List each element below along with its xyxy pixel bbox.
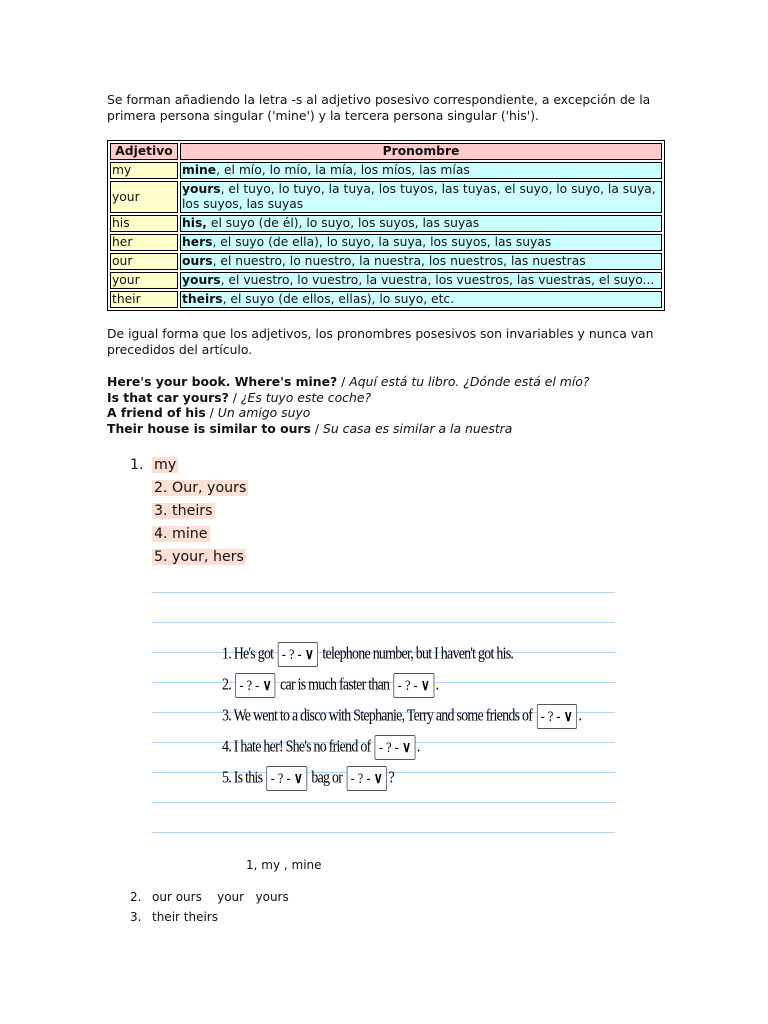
dropdown-value: - ? - [378,740,399,756]
dropdown-value: - ? - [270,771,291,787]
pronoun-bold: hers [182,235,213,249]
pronoun-translations: , el nuestro, lo nuestro, la nuestra, los nuestros, las nuestras [212,254,586,268]
example-separator: / [337,374,350,389]
example-spanish: ¿Es tuyo este coche? [240,389,372,405]
answer-dropdown[interactable] [278,642,318,667]
intro-paragraph: Se forman añadiendo la letra -s al adjetivo posesivo correspondiente, a excepción de la primera persona singular ('mine') y la tercera persona singular ('his'). [107,92,651,123]
table-row [110,253,662,270]
chevron-down-icon: ∨ [293,771,303,787]
adjective-cell: her [110,234,178,251]
answer-text: my [154,457,177,473]
example-english: Is that car yours? [107,389,229,405]
list-item [130,887,289,907]
example-spanish: Su casa es similar a la nuestra [322,420,513,436]
pronoun-cell [180,181,662,213]
answer-dropdown[interactable] [347,766,387,791]
exercise-text: 3. We went to a disco with Stephanie, Terry and some friends of [222,705,533,725]
chevron-down-icon: ∨ [420,678,430,694]
dropdown-value: - ? - [350,771,371,787]
example-spanish: Aquí está tu libro. ¿Dónde está el mío? [349,374,590,389]
example-separator: / [310,420,323,436]
exercise-line-3 [222,704,581,729]
answer-dropdown[interactable] [375,735,415,760]
pronoun-cell [180,272,662,289]
bottom-list [130,887,289,927]
list-item [130,547,248,570]
chevron-down-icon: ∨ [304,647,314,663]
invariable-paragraph: De igual forma que los adjetivos, los pronombres posesivos son invariables y nunca van precedidos del artículo. [107,326,654,357]
column-header-pronombre: Pronombre [180,143,662,160]
pronoun-bold: mine [182,163,217,177]
adjective-cell: our [110,253,178,270]
pronoun-bold: yours [182,182,221,196]
pronoun-bold: his, [182,216,207,230]
example-separator: / [228,389,241,405]
example-line [107,374,589,390]
adjective-cell: my [110,162,178,179]
answer-text: 4. mine [154,526,208,542]
dropdown-value: - ? - [239,678,260,694]
list-number: 1. [130,457,144,473]
example-english: A friend of his [107,405,206,420]
answer-dropdown[interactable] [394,673,434,698]
possessive-table [107,140,665,311]
list-text: our ours your yours [152,890,289,904]
chevron-down-icon: ∨ [563,709,573,725]
list-number: 3. [130,910,142,924]
example-line [107,421,589,437]
dropdown-value: - ? - [397,678,418,694]
pronoun-translations: , el suyo (de ellos, ellas), lo suyo, etc. [222,292,455,306]
list-item [130,478,248,501]
example-line [107,405,589,421]
list-item [130,501,248,524]
exercise-text: 1. He's got [222,643,274,663]
exercise-image [152,592,615,834]
pronoun-bold: theirs [182,292,223,306]
pronoun-line [182,273,660,288]
ruled-line [152,832,615,833]
adjective-cell: your [110,181,178,213]
answer-text: 3. theirs [154,503,213,519]
exercise-text: 4. I hate her! She's no friend of [222,736,371,756]
exercise-line-5 [222,766,394,791]
adjective-cell: their [110,291,178,308]
exercise-text: telephone number, but I haven't got his. [322,643,514,663]
exercise-line-1 [222,642,513,667]
list-number: 2. [130,890,142,904]
chevron-down-icon: ∨ [262,678,272,694]
answer-text: 5. your, hers [154,549,244,565]
examples-block [107,374,589,436]
example-separator: / [205,405,218,420]
exercise-line-2 [222,673,438,698]
example-english: Their house is similar to ours [107,420,311,436]
pronoun-cell [180,253,662,270]
pronoun-cell [180,291,662,308]
example-spanish: Un amigo suyo [217,405,311,420]
exercise-line-4 [222,735,420,760]
exercise-text: . [578,705,582,725]
exercise-text: . [435,674,439,694]
list-item [130,455,248,478]
dropdown-value: - ? - [281,647,302,663]
adjective-cell: your [110,272,178,289]
list-item [130,907,289,927]
exercise-text: . [416,736,420,756]
chevron-down-icon: ∨ [373,771,383,787]
column-header-adjetivo: Adjetivo [110,143,178,160]
table-header-row [110,143,662,160]
list-text: their theirs [152,910,218,924]
pronoun-translations: , el mío, lo mío, la mía, los míos, las mías [216,163,470,177]
pronoun-cell [180,234,662,251]
table-row [110,291,662,308]
pronoun-translations: , el vuestro, lo vuestro, la vuestra, los vuestros, las vuestras, el suyo... [220,273,655,287]
pronoun-translations: , el suyo (de ella), lo suyo, la suya, los suyos, las suyas [212,235,552,249]
answer-dropdown[interactable] [537,704,577,729]
answers-list [130,455,248,570]
dropdown-value: - ? - [540,709,561,725]
ruled-line [152,622,615,623]
exercise-text: car is much faster than [280,674,390,694]
pronoun-translations: , el tuyo, lo tuyo, la tuya, los tuyos, las tuyas, el suyo, lo suyo, la suya, los suyos, las suyas [182,182,656,211]
exercise-text: bag or [311,767,343,787]
ruled-line [152,592,615,593]
answer-dropdown[interactable] [267,766,307,791]
pronoun-bold: ours [182,254,213,268]
answer-note: 1, my , mine [246,858,322,872]
table-row [110,162,662,179]
pronoun-cell [180,162,662,179]
table-row [110,234,662,251]
adjective-cell: his [110,215,178,232]
exercise-text: 2. [222,674,231,694]
pronoun-translations: el suyo (de él), lo suyo, los suyos, las suyas [206,216,480,230]
table-row [110,272,662,289]
ruled-line [152,802,615,803]
exercise-text: 5. Is this [222,767,263,787]
example-line [107,390,589,406]
pronoun-cell [180,215,662,232]
list-item [130,524,248,547]
table-row [110,181,662,213]
chevron-down-icon: ∨ [402,740,412,756]
exercise-text: ? [388,767,394,787]
table-row [110,215,662,232]
pronoun-bold: yours [182,273,221,287]
example-english: Here's your book. Where's mine? [107,374,338,389]
answer-dropdown[interactable] [235,673,275,698]
answer-text: 2. Our, yours [154,480,247,496]
